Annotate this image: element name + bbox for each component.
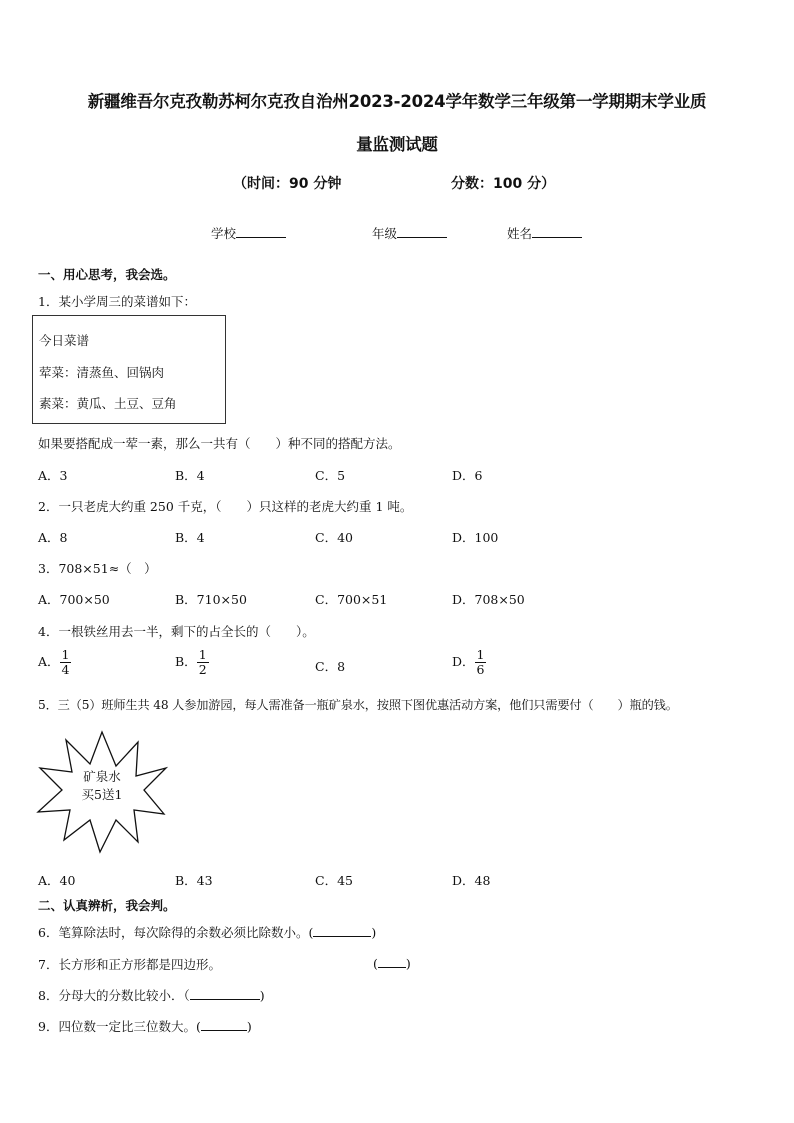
q1-option-a[interactable]: A．3 (38, 468, 68, 483)
q9-text: 9．四位数一定比三位数大。( (38, 1019, 201, 1034)
school-label: 学校 (211, 226, 237, 241)
page-title-line1: 新疆维吾尔克孜勒苏柯尔克孜自治州2023-2024学年数学三年级第一学期期末学业质 (87, 92, 707, 111)
menu-meat: 荤菜：清蒸鱼、回锅肉 (39, 365, 165, 380)
fraction-one-sixth: $\frac{1}{6}$ (476, 647, 485, 677)
q4-stem: 4．一根铁丝用去一半，剩下的占全长的（ ）。 (38, 624, 315, 639)
q4-option-d-label: D． (452, 654, 475, 669)
q6-close: ) (371, 925, 377, 940)
q9-close: ) (246, 1019, 252, 1034)
q4-option-d[interactable] (452, 648, 486, 677)
q2-option-d[interactable]: D．100 (452, 530, 499, 545)
menu-title: 今日菜谱 (39, 333, 90, 348)
q1-option-d[interactable]: D．6 (452, 468, 483, 483)
q9 (38, 1017, 252, 1035)
q1-question: 如果要搭配成一荤一素，那么一共有（ ）种不同的搭配方法。 (38, 436, 401, 451)
q8-close: ) (259, 988, 265, 1003)
school-blank[interactable] (236, 225, 286, 238)
fraction-one-quarter: $\frac{1}{4}$ (61, 647, 70, 677)
q5-option-d[interactable]: D．48 (452, 873, 491, 888)
q1-option-c[interactable]: C．5 (315, 468, 346, 483)
q5-option-c[interactable]: C．45 (315, 873, 353, 888)
menu-box (32, 315, 226, 424)
promo-starburst (34, 724, 170, 860)
name-field (507, 224, 582, 242)
q3-stem: 3．708×51≈（ ） (38, 561, 157, 576)
q3-option-d[interactable]: D．708×50 (452, 592, 525, 607)
fraction-one-half: $\frac{1}{2}$ (198, 647, 207, 677)
q7-text: 7．长方形和正方形都是四边形。 (38, 957, 221, 972)
grade-field (372, 224, 447, 242)
q7 (38, 955, 221, 973)
exam-score: 分数：100 分） (451, 176, 556, 192)
q1-option-b[interactable]: B．4 (175, 468, 205, 483)
q5-option-b[interactable]: B．43 (175, 873, 213, 888)
promo-line2: 买5送1 (81, 787, 123, 802)
q2-option-a[interactable]: A．8 (38, 530, 68, 545)
section1-heading: 一、用心思考，我会选。 (38, 267, 176, 282)
q3-option-a[interactable]: A．700×50 (38, 592, 110, 607)
q7-close: ) (405, 956, 411, 971)
promo-line1: 矿泉水 (83, 769, 121, 784)
grade-label: 年级 (372, 226, 398, 241)
q4-option-a-label: A． (38, 654, 60, 669)
name-label: 姓名 (507, 226, 533, 241)
exam-time: （时间：90 分钟 (233, 176, 342, 192)
grade-blank[interactable] (397, 225, 447, 238)
school-field (211, 224, 286, 242)
q3-option-b[interactable]: B．710×50 (175, 592, 247, 607)
q7-answer (373, 955, 411, 971)
q5-stem: 5．三（5）班师生共 48 人参加游园，每人需准备一瓶矿泉水，按照下图优惠活动方案，他们只需要付（ ）瓶的钱。 (38, 698, 678, 712)
q2-option-b[interactable]: B．4 (175, 530, 205, 545)
q8-text: 8．分母大的分数比较小．（ (38, 988, 190, 1003)
q8-answer-blank[interactable] (190, 987, 260, 1000)
q2-option-c[interactable]: C．40 (315, 530, 353, 545)
q7-open: ( (373, 956, 378, 971)
section2-heading: 二、认真辨析，我会判。 (38, 898, 176, 913)
q4-option-c[interactable]: C．8 (315, 659, 346, 674)
name-blank[interactable] (532, 225, 582, 238)
q8 (38, 986, 265, 1004)
q2-stem: 2．一只老虎大约重 250 千克，（ ）只这样的老虎大约重 1 吨。 (38, 499, 413, 514)
q1-stem: 1．某小学周三的菜谱如下： (38, 294, 196, 309)
q6-text: 6．笔算除法时，每次除得的余数必须比除数小。( (38, 925, 314, 940)
q6-answer-blank[interactable] (313, 924, 371, 937)
q6 (38, 923, 376, 941)
menu-veg: 素菜：黄瓜、土豆、豆角 (39, 396, 177, 411)
page-title-line2: 量监测试题 (356, 135, 438, 154)
q3-option-c[interactable]: C．700×51 (315, 592, 388, 607)
q5-option-a[interactable]: A．40 (38, 873, 76, 888)
q4-option-a[interactable] (38, 648, 71, 677)
q9-answer-blank[interactable] (201, 1018, 247, 1031)
q7-answer-blank[interactable] (378, 955, 406, 968)
q4-option-b-label: B． (175, 654, 197, 669)
q4-option-b[interactable] (175, 648, 209, 677)
